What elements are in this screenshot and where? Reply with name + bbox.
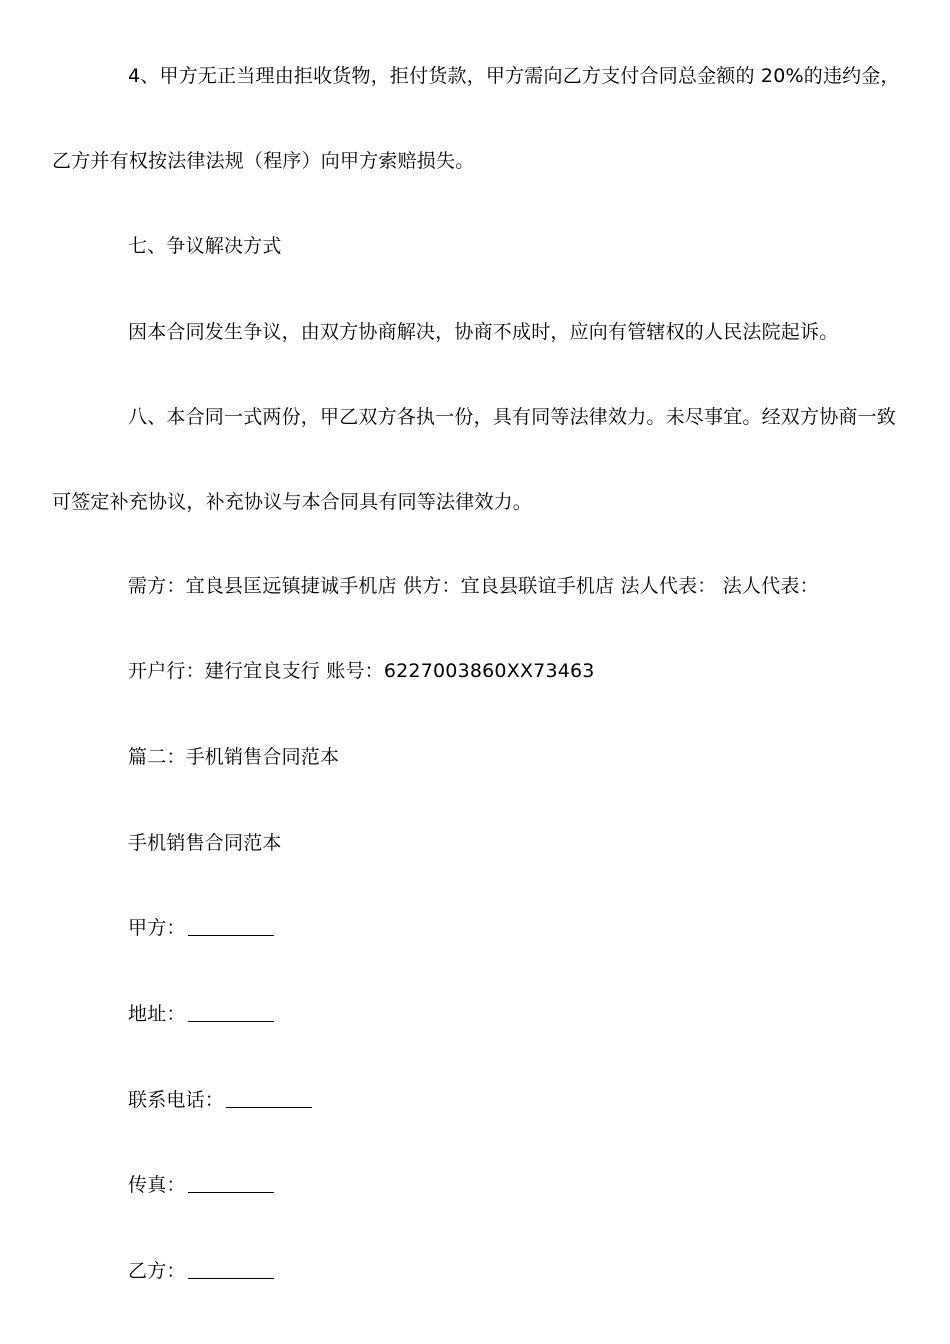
phone-field [128,1088,312,1112]
phone-blank [226,1089,312,1108]
party-a-field [128,916,274,940]
address-label: 地址： [128,1003,186,1025]
clause-4-line-1: 4、甲方无正当理由拒收货物，拒付货款，甲方需向乙方支付合同总金额的 20%的违约金， [128,65,900,87]
section-8-line-2: 可签定补充协议，补充协议与本合同具有同等法律效力。 [52,491,533,513]
party-b-field [128,1259,274,1283]
party-a-label: 甲方： [128,917,186,939]
party-a-blank [188,917,274,936]
phone-label: 联系电话： [128,1089,225,1111]
party-b-label: 乙方： [128,1260,186,1282]
part-2-heading: 篇二：手机销售合同范本 [128,746,340,768]
address-field [128,1002,274,1026]
address-blank [188,1003,274,1022]
section-7-title: 七、争议解决方式 [128,235,282,257]
part-2-title: 手机销售合同范本 [128,832,282,854]
fax-field [128,1173,274,1197]
fax-label: 传真： [128,1174,186,1196]
party-b-blank [188,1260,274,1279]
fax-blank [188,1174,274,1193]
clause-4-line-2: 乙方并有权按法律法规（程序）向甲方索赔损失。 [52,150,475,172]
section-8-line-1: 八、本合同一式两份，甲乙双方各执一份，具有同等法律效力。未尽事宜。经双方协商一致 [128,406,897,428]
section-7-body: 因本合同发生争议，由双方协商解决，协商不成时，应向有管辖权的人民法院起诉。 [128,321,839,343]
parties-line: 需方：宜良县匡远镇捷诚手机店 供方：宜良县联谊手机店 法人代表： 法人代表： [128,575,819,597]
bank-line: 开户行：建行宜良支行 账号：6227003860XX73463 [128,660,595,682]
